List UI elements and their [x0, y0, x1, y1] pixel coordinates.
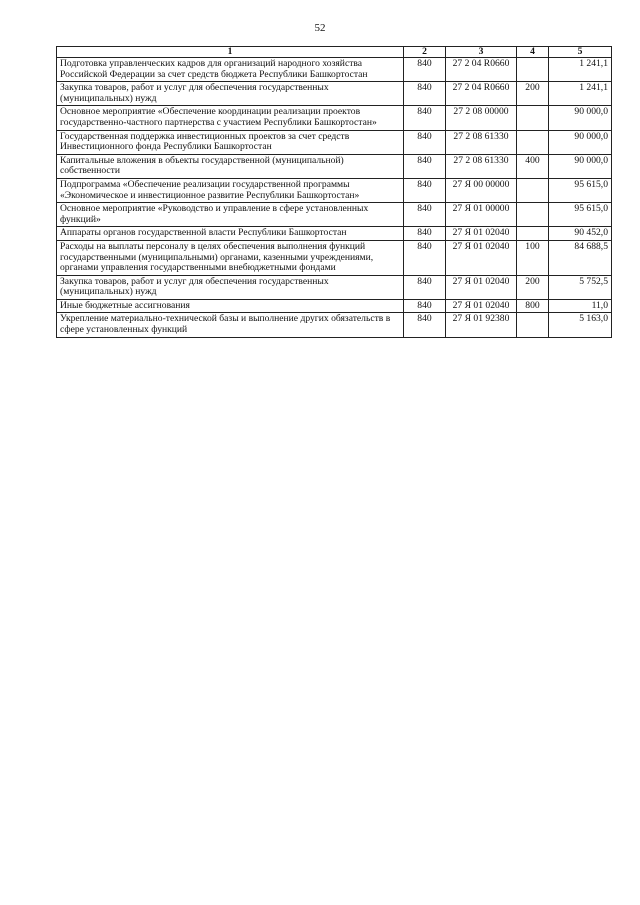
- table-row: [57, 58, 612, 82]
- row-vid-cell: [517, 313, 549, 337]
- row-name-cell: Аппараты органов государственной власти Республики Башкортостан: [57, 227, 404, 241]
- row-target-cell: 27 Я 00 00000: [446, 178, 517, 202]
- row-vid-cell: 400: [517, 154, 549, 178]
- row-amount-cell: 5 752,5: [549, 275, 612, 299]
- row-admin-cell: 840: [404, 240, 446, 275]
- table-row: [57, 178, 612, 202]
- table-row: [57, 227, 612, 241]
- row-amount-cell: 5 163,0: [549, 313, 612, 337]
- row-admin-cell: 840: [404, 227, 446, 241]
- row-target-cell: 27 Я 01 92380: [446, 313, 517, 337]
- row-admin-cell: 840: [404, 178, 446, 202]
- row-vid-cell: [517, 227, 549, 241]
- column-header-2: 2: [404, 47, 446, 58]
- row-target-cell: 27 2 08 00000: [446, 106, 517, 130]
- row-target-cell: 27 2 08 61330: [446, 130, 517, 154]
- header-row: [57, 47, 612, 58]
- row-amount-cell: 11,0: [549, 299, 612, 313]
- row-vid-cell: 800: [517, 299, 549, 313]
- column-header-4: 4: [517, 47, 549, 58]
- row-name-cell: Подготовка управленческих кадров для организаций народного хозяйства Российской Федерации за счет средств бюджета Республики Башкортостан: [57, 58, 404, 82]
- row-admin-cell: 840: [404, 275, 446, 299]
- table-row: [57, 154, 612, 178]
- table-row: [57, 313, 612, 337]
- row-target-cell: 27 Я 01 02040: [446, 227, 517, 241]
- column-header-3: 3: [446, 47, 517, 58]
- row-admin-cell: 840: [404, 130, 446, 154]
- page-number: 52: [314, 22, 326, 34]
- row-amount-cell: 90 452,0: [549, 227, 612, 241]
- row-name-cell: Подпрограмма «Обеспечение реализации государственной программы «Экономическое и инвестиционное развитие Республики Башкортостан»: [57, 178, 404, 202]
- row-admin-cell: 840: [404, 299, 446, 313]
- row-name-cell: Основное мероприятие «Обеспечение координации реализации проектов государственно-частного партнерства с участием Республики Башкортостан»: [57, 106, 404, 130]
- table-row: [57, 106, 612, 130]
- row-name-cell: Капитальные вложения в объекты государственной (муниципальной) собственности: [57, 154, 404, 178]
- row-target-cell: 27 2 04 R0660: [446, 82, 517, 106]
- row-admin-cell: 840: [404, 58, 446, 82]
- row-vid-cell: 100: [517, 240, 549, 275]
- table-row: [57, 82, 612, 106]
- row-admin-cell: 840: [404, 313, 446, 337]
- row-amount-cell: 90 000,0: [549, 130, 612, 154]
- row-vid-cell: [517, 106, 549, 130]
- row-target-cell: 27 2 08 61330: [446, 154, 517, 178]
- table-row: [57, 275, 612, 299]
- row-vid-cell: [517, 58, 549, 82]
- row-amount-cell: 1 241,1: [549, 82, 612, 106]
- row-name-cell: Основное мероприятие «Руководство и управление в сфере установленных функций»: [57, 203, 404, 227]
- column-header-5: 5: [549, 47, 612, 58]
- row-target-cell: 27 Я 01 02040: [446, 299, 517, 313]
- row-name-cell: Закупка товаров, работ и услуг для обеспечения государственных (муниципальных) нужд: [57, 82, 404, 106]
- row-target-cell: 27 Я 01 00000: [446, 203, 517, 227]
- row-name-cell: Расходы на выплаты персоналу в целях обеспечения выполнения функций государственными (муниципальными) органами, казенными учреждениями, органами управления государственными внебюджетными фондами: [57, 240, 404, 275]
- row-amount-cell: 1 241,1: [549, 58, 612, 82]
- row-admin-cell: 840: [404, 154, 446, 178]
- row-amount-cell: 95 615,0: [549, 203, 612, 227]
- table-row: [57, 240, 612, 275]
- row-target-cell: 27 2 04 R0660: [446, 58, 517, 82]
- row-admin-cell: 840: [404, 106, 446, 130]
- column-header-1: 1: [57, 47, 404, 58]
- row-amount-cell: 90 000,0: [549, 154, 612, 178]
- row-amount-cell: 84 688,5: [549, 240, 612, 275]
- row-vid-cell: [517, 130, 549, 154]
- row-target-cell: 27 Я 01 02040: [446, 240, 517, 275]
- row-admin-cell: 840: [404, 82, 446, 106]
- table-row: [57, 203, 612, 227]
- budget-table: [56, 46, 612, 338]
- row-vid-cell: 200: [517, 82, 549, 106]
- row-name-cell: Закупка товаров, работ и услуг для обеспечения государственных (муниципальных) нужд: [57, 275, 404, 299]
- row-vid-cell: [517, 203, 549, 227]
- row-admin-cell: 840: [404, 203, 446, 227]
- row-vid-cell: 200: [517, 275, 549, 299]
- table-row: [57, 130, 612, 154]
- row-name-cell: Государственная поддержка инвестиционных проектов за счет средств Инвестиционного фонда Республики Башкортостан: [57, 130, 404, 154]
- row-target-cell: 27 Я 01 02040: [446, 275, 517, 299]
- row-name-cell: Иные бюджетные ассигнования: [57, 299, 404, 313]
- row-name-cell: Укрепление материально-технической базы и выполнение других обязательств в сфере установленных функций: [57, 313, 404, 337]
- row-amount-cell: 90 000,0: [549, 106, 612, 130]
- table-row: [57, 299, 612, 313]
- row-amount-cell: 95 615,0: [549, 178, 612, 202]
- row-vid-cell: [517, 178, 549, 202]
